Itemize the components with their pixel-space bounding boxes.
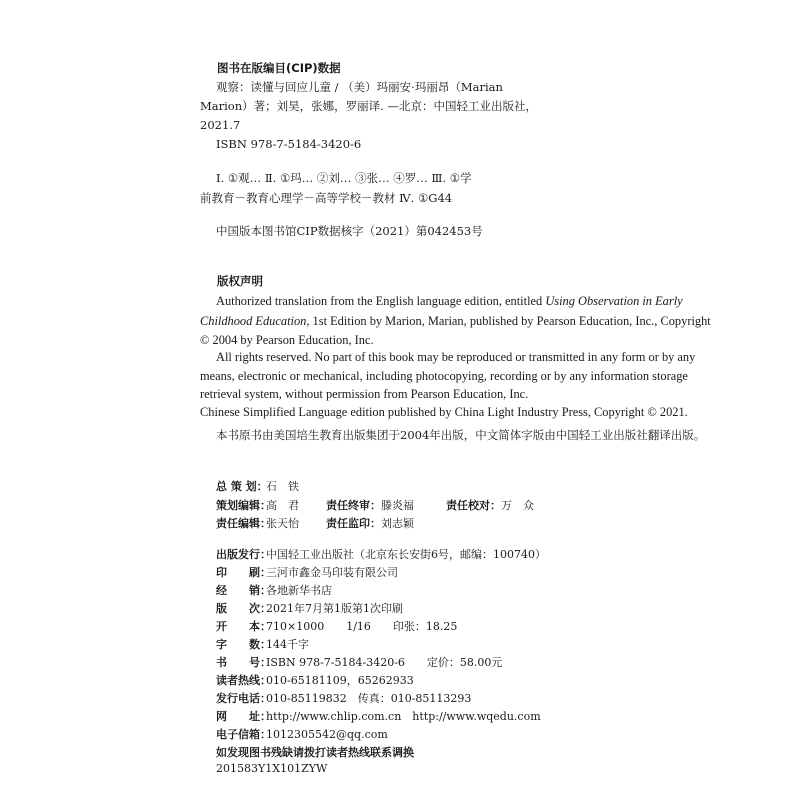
edition-row — [216, 600, 403, 616]
cip-record: 中国版本图书馆CIP数据核字（2021）第042453号 — [216, 224, 483, 238]
planner-name: 石 铁 — [266, 480, 299, 493]
email-value: 1012305542@qq.com — [266, 728, 388, 741]
supervisor-label: 责任监印： — [326, 517, 381, 530]
cip-class-2: 前教育－教育心理学－高等学校－教材 Ⅳ. ①G44 — [200, 191, 453, 205]
book-title-b: Childhood Education — [200, 314, 307, 328]
copyright-p4: 本书原书由美国培生教育出版集团于2004年出版，中文简体字版由中国轻工业出版社翻译出版。 — [216, 428, 706, 442]
edition-label: 版 次： — [216, 602, 271, 615]
print-row — [216, 564, 398, 580]
copyright-p1-line-2 — [200, 314, 711, 329]
hotline-row — [216, 672, 414, 688]
format-row — [216, 618, 457, 634]
web-row — [216, 708, 541, 724]
staff-row-1 — [216, 478, 299, 494]
cip-heading: 图书在版编目(CIP)数据 — [217, 61, 341, 75]
web-value: http://www.chlip.com.cn http://www.wqedu.com — [266, 710, 541, 723]
hotline-label: 读者热线： — [216, 674, 271, 687]
cip-line-2: Marion）著；刘昊，张娜，罗丽译. —北京：中国轻工业出版社， — [200, 99, 537, 113]
publisher-row — [216, 546, 546, 562]
print-code: 201583Y1X101ZYW — [216, 762, 328, 775]
editor-name: 高 君 — [266, 499, 299, 512]
copyright-heading: 版权声明 — [217, 274, 263, 288]
words-label: 字 数： — [216, 638, 271, 651]
format-value: 710×1000 1/16 印张：18.25 — [266, 620, 458, 633]
print-label: 印 刷： — [216, 566, 271, 579]
editor-label: 策划编辑： — [216, 499, 271, 512]
cip-class-1: Ⅰ. ①观… Ⅱ. ①玛… ②刘… ③张… ④罗… Ⅲ. ①学 — [216, 171, 472, 185]
sales-value: 各地新华书店 — [266, 584, 332, 597]
email-label: 电子信箱： — [216, 728, 271, 741]
publisher-value: 中国轻工业出版社（北京东长安街6号，邮编：100740） — [266, 548, 546, 561]
staff-row-3 — [216, 515, 414, 531]
copyright-p2-line-2: means, electronic or mechanical, including photocopying, recording or by any information storage — [200, 369, 688, 383]
replacement-notice: 如发现图书残缺请拨打读者热线联系调换 — [216, 746, 414, 759]
phone-value: 010-85119832 传真：010-85113293 — [266, 692, 472, 705]
proof-label: 责任校对： — [446, 499, 501, 512]
hotline-value: 010-65181109，65262933 — [266, 674, 414, 687]
phone-row — [216, 690, 471, 706]
cip-line-1: 观察：读懂与回应儿童 / （美）玛丽安·玛丽昂（Marian — [216, 80, 503, 94]
copyright-p2-line-3: retrieval system, without permission from Pearson Education, Inc. — [200, 387, 529, 401]
phone-label: 发行电话： — [216, 692, 271, 705]
sales-label: 经 销： — [216, 584, 271, 597]
duty-editor-label: 责任编辑： — [216, 517, 271, 530]
words-row — [216, 636, 309, 652]
proof-name: 万 众 — [501, 499, 534, 512]
staff-row-2 — [216, 497, 534, 513]
copyright-p1-line-3: © 2004 by Pearson Education, Inc. — [200, 333, 374, 347]
format-label: 开 本： — [216, 620, 271, 633]
sales-row — [216, 582, 332, 598]
planner-label: 总 策 划： — [216, 480, 268, 493]
email-row — [216, 726, 388, 742]
copyright-p1-text-a: Authorized translation from the English language edition, entitled — [216, 294, 546, 308]
copyright-p2-line-1: All rights reserved. No part of this book may be reproduced or transmitted in any form or by any — [216, 350, 696, 364]
copyright-p1-text-b: , 1st Edition by Marion, Marian, published by Pearson Education, Inc., Copyright — [306, 314, 711, 328]
final-name: 滕炎福 — [381, 499, 414, 512]
isbn-row — [216, 654, 502, 670]
cip-isbn: ISBN 978-7-5184-3420-6 — [216, 137, 362, 151]
words-value: 144千字 — [266, 638, 309, 651]
web-label: 网 址： — [216, 710, 271, 723]
final-label: 责任终审： — [326, 499, 381, 512]
isbn-value: ISBN 978-7-5184-3420-6 定价：58.00元 — [266, 656, 503, 669]
isbn-label: 书 号： — [216, 656, 271, 669]
publisher-label: 出版发行： — [216, 548, 271, 561]
cip-line-3: 2021.7 — [200, 118, 241, 132]
copyright-p1-line-1 — [216, 294, 683, 309]
supervisor-name: 刘志颖 — [381, 517, 414, 530]
edition-value: 2021年7月第1版第1次印刷 — [266, 602, 403, 615]
duty-editor-name: 张天怡 — [266, 517, 299, 530]
copyright-p3: Chinese Simplified Language edition published by China Light Industry Press, Copyright © 2021. — [200, 405, 688, 419]
book-title-a: Using Observation in Early — [545, 294, 683, 308]
print-value: 三河市鑫金马印装有限公司 — [266, 566, 398, 579]
